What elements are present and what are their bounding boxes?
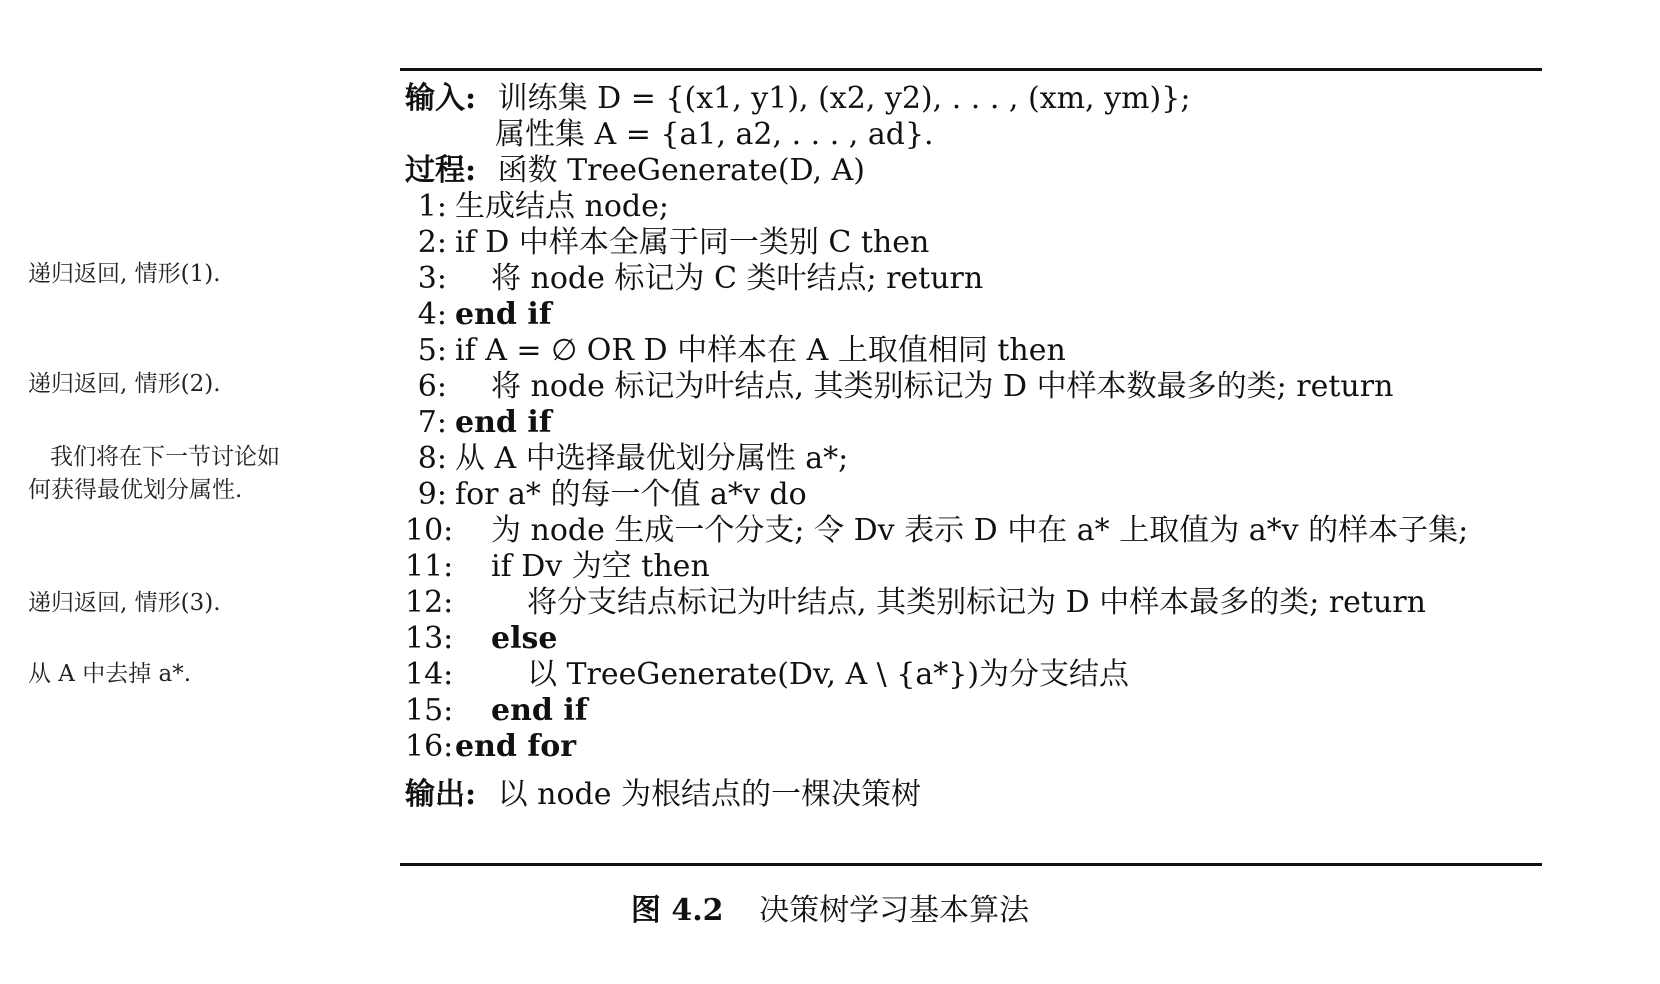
line-number: 2: — [417, 225, 447, 260]
margin-note-case2: 递归返回, 情形(2). — [28, 371, 221, 397]
line-number: 14: — [405, 657, 454, 692]
line-number: 16: — [405, 729, 454, 764]
line-text: for a* 的每一个值 a*v do — [455, 477, 807, 512]
line-text: 为 node 生成一个分支; 令 Dv 表示 D 中在 a* 上取值为 a*v 的样本子集; — [491, 513, 1469, 548]
margin-note-next-section-2: 何获得最优划分属性. — [28, 477, 243, 503]
line-number: 6: — [417, 369, 447, 404]
line-number: 5: — [417, 333, 447, 368]
figure-label: 图 4.2 — [630, 893, 724, 928]
process-line — [405, 152, 865, 190]
line-text: 将分支结点标记为叶结点, 其类别标记为 D 中样本最多的类; return — [527, 585, 1426, 620]
input-line-2 — [495, 116, 934, 154]
line-text: 将 node 标记为 C 类叶结点; return — [491, 261, 984, 296]
output-label: 输出: — [405, 777, 477, 812]
top-rule — [400, 68, 1542, 71]
line-text: 从 A 中选择最优划分属性 a*; — [455, 441, 849, 476]
line-number: 7: — [417, 405, 447, 440]
line-text: end if — [455, 297, 552, 332]
line-number: 4: — [417, 297, 447, 332]
figure-caption — [0, 885, 1660, 929]
line-number: 12: — [405, 585, 454, 620]
margin-note-case3: 递归返回, 情形(3). — [28, 590, 221, 616]
line-number: 15: — [405, 693, 454, 728]
output-text: 以 node 为根结点的一棵决策树 — [497, 777, 922, 812]
line-number: 11: — [405, 549, 454, 584]
line-text: 生成结点 node; — [455, 189, 669, 224]
line-number: 9: — [417, 477, 447, 512]
process-function: 函数 TreeGenerate(D, A) — [497, 153, 865, 188]
input-line-1 — [405, 80, 1190, 118]
input-attribute-set: 属性集 A = {a1, a2, . . . , ad}. — [495, 117, 934, 152]
line-number: 13: — [405, 621, 454, 656]
line-text: if D 中样本全属于同一类别 C then — [455, 225, 930, 260]
line-text: if A = ∅ OR D 中样本在 A 上取值相同 then — [455, 333, 1066, 368]
figure-title: 决策树学习基本算法 — [759, 893, 1030, 928]
line-number: 3: — [417, 261, 447, 296]
line-text: end if — [491, 693, 588, 728]
line-text: end for — [455, 729, 577, 764]
margin-note-next-section-1: 我们将在下一节讨论如 — [50, 444, 280, 470]
process-label: 过程: — [405, 153, 477, 188]
margin-note-remove-attr: 从 A 中去掉 a*. — [28, 661, 192, 687]
line-text: 将 node 标记为叶结点, 其类别标记为 D 中样本数最多的类; return — [491, 369, 1394, 404]
line-number: 1: — [417, 189, 447, 224]
margin-note-case1: 递归返回, 情形(1). — [28, 261, 221, 287]
output-line — [405, 776, 921, 814]
line-text: end if — [455, 405, 552, 440]
input-training-set: 训练集 D = {(x1, y1), (x2, y2), . . . , (xm, ym)}; — [497, 81, 1191, 116]
line-number: 10: — [405, 513, 454, 548]
line-number: 8: — [417, 441, 447, 476]
line-text: else — [491, 621, 558, 656]
bottom-rule — [400, 863, 1542, 866]
line-text: 以 TreeGenerate(Dv, A \ {a*})为分支结点 — [527, 657, 1130, 692]
input-label: 输入: — [405, 81, 477, 116]
line-text: if Dv 为空 then — [491, 549, 710, 584]
